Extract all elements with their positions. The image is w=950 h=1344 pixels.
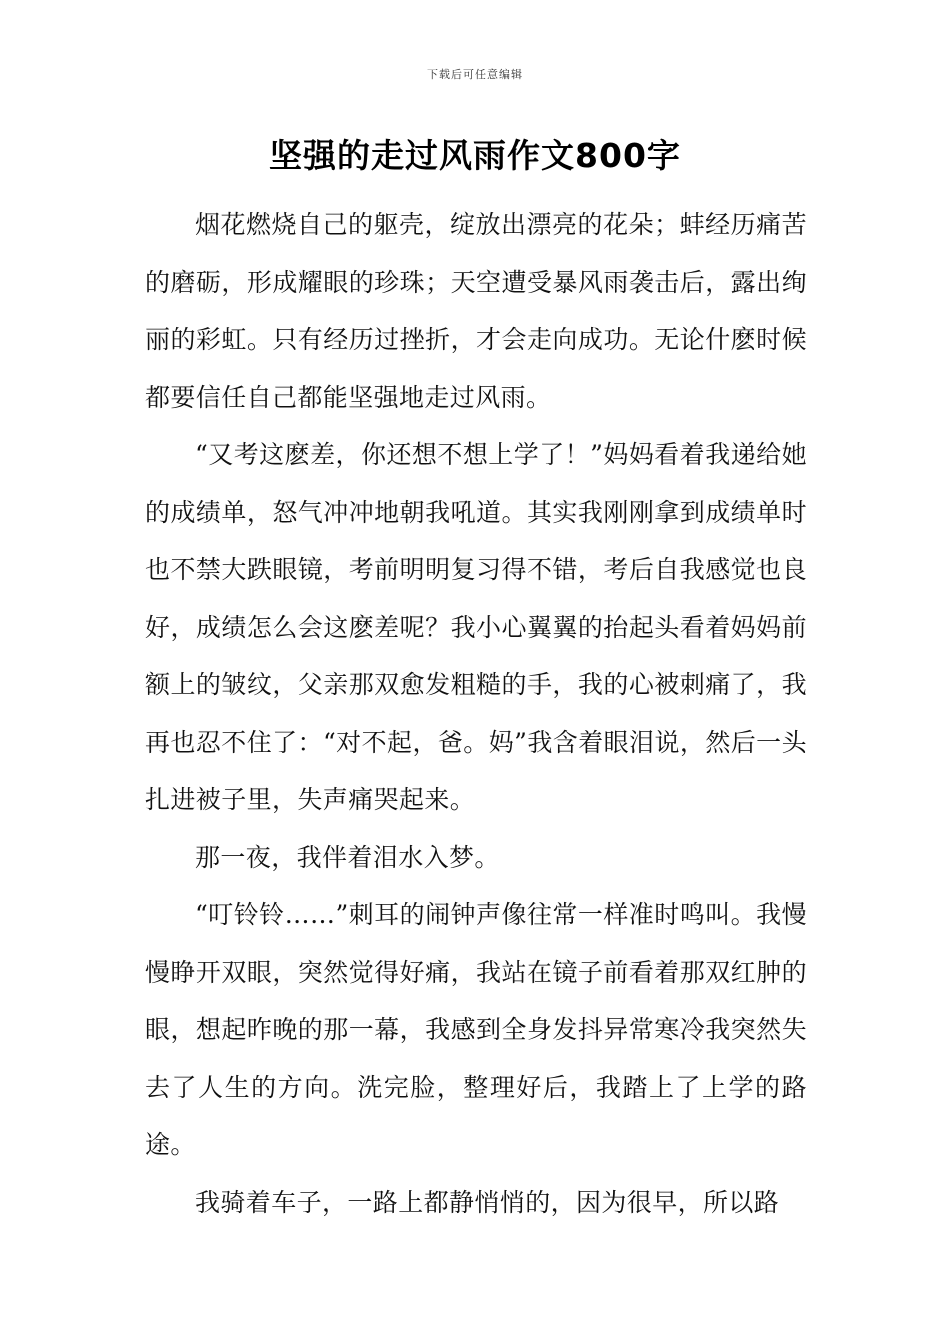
paragraph: 烟花燃烧自己的躯壳，绽放出漂亮的花朵；蚌经历痛苦的磨砺，形成耀眼的珍珠；天空遭受暴风雨袭击后，露出绚丽的彩虹。只有经历过挫折，才会走向成功。无论什麽时候都要信任自己都能坚强地走过风雨。 (145, 210, 807, 412)
paragraph: 我骑着车子，一路上都静悄悄的，因为很早，所以路 (195, 1187, 780, 1217)
paragraph: “叮铃铃……”刺耳的闹钟声像往常一样准时鸣叫。我慢慢睁开双眼，突然觉得好痛，我站在镜子前看着那双红肿的眼，想起昨晚的那一幕，我感到全身发抖异常寒冷我突然失去了人生的方向。洗完脸，整理好后，我踏上了上学的路途。 (145, 900, 807, 1159)
essay-body (145, 196, 807, 1231)
paragraph: “又考这麽差，你还想不想上学了！”妈妈看着我递给她的成绩单，怒气冲冲地朝我吼道。其实我刚刚拿到成绩单时也不禁大跌眼镜，考前明明复习得不错，考后自我感觉也良好，成绩怎么会这麽差呢？我小心翼翼的抬起头看着妈妈前额上的皱纹，父亲那双愈发粗糙的手，我的心被刺痛了，我再也忍不住了：“对不起，爸。妈”我含着眼泪说，然后一头扎进被子里，失声痛哭起来。 (145, 440, 807, 814)
header-note: 下载后可任意编辑 (427, 68, 523, 81)
paragraph: 那一夜，我伴着泪水入梦。 (195, 842, 500, 872)
page-title: 坚强的走过风雨作文800字 (269, 136, 681, 175)
